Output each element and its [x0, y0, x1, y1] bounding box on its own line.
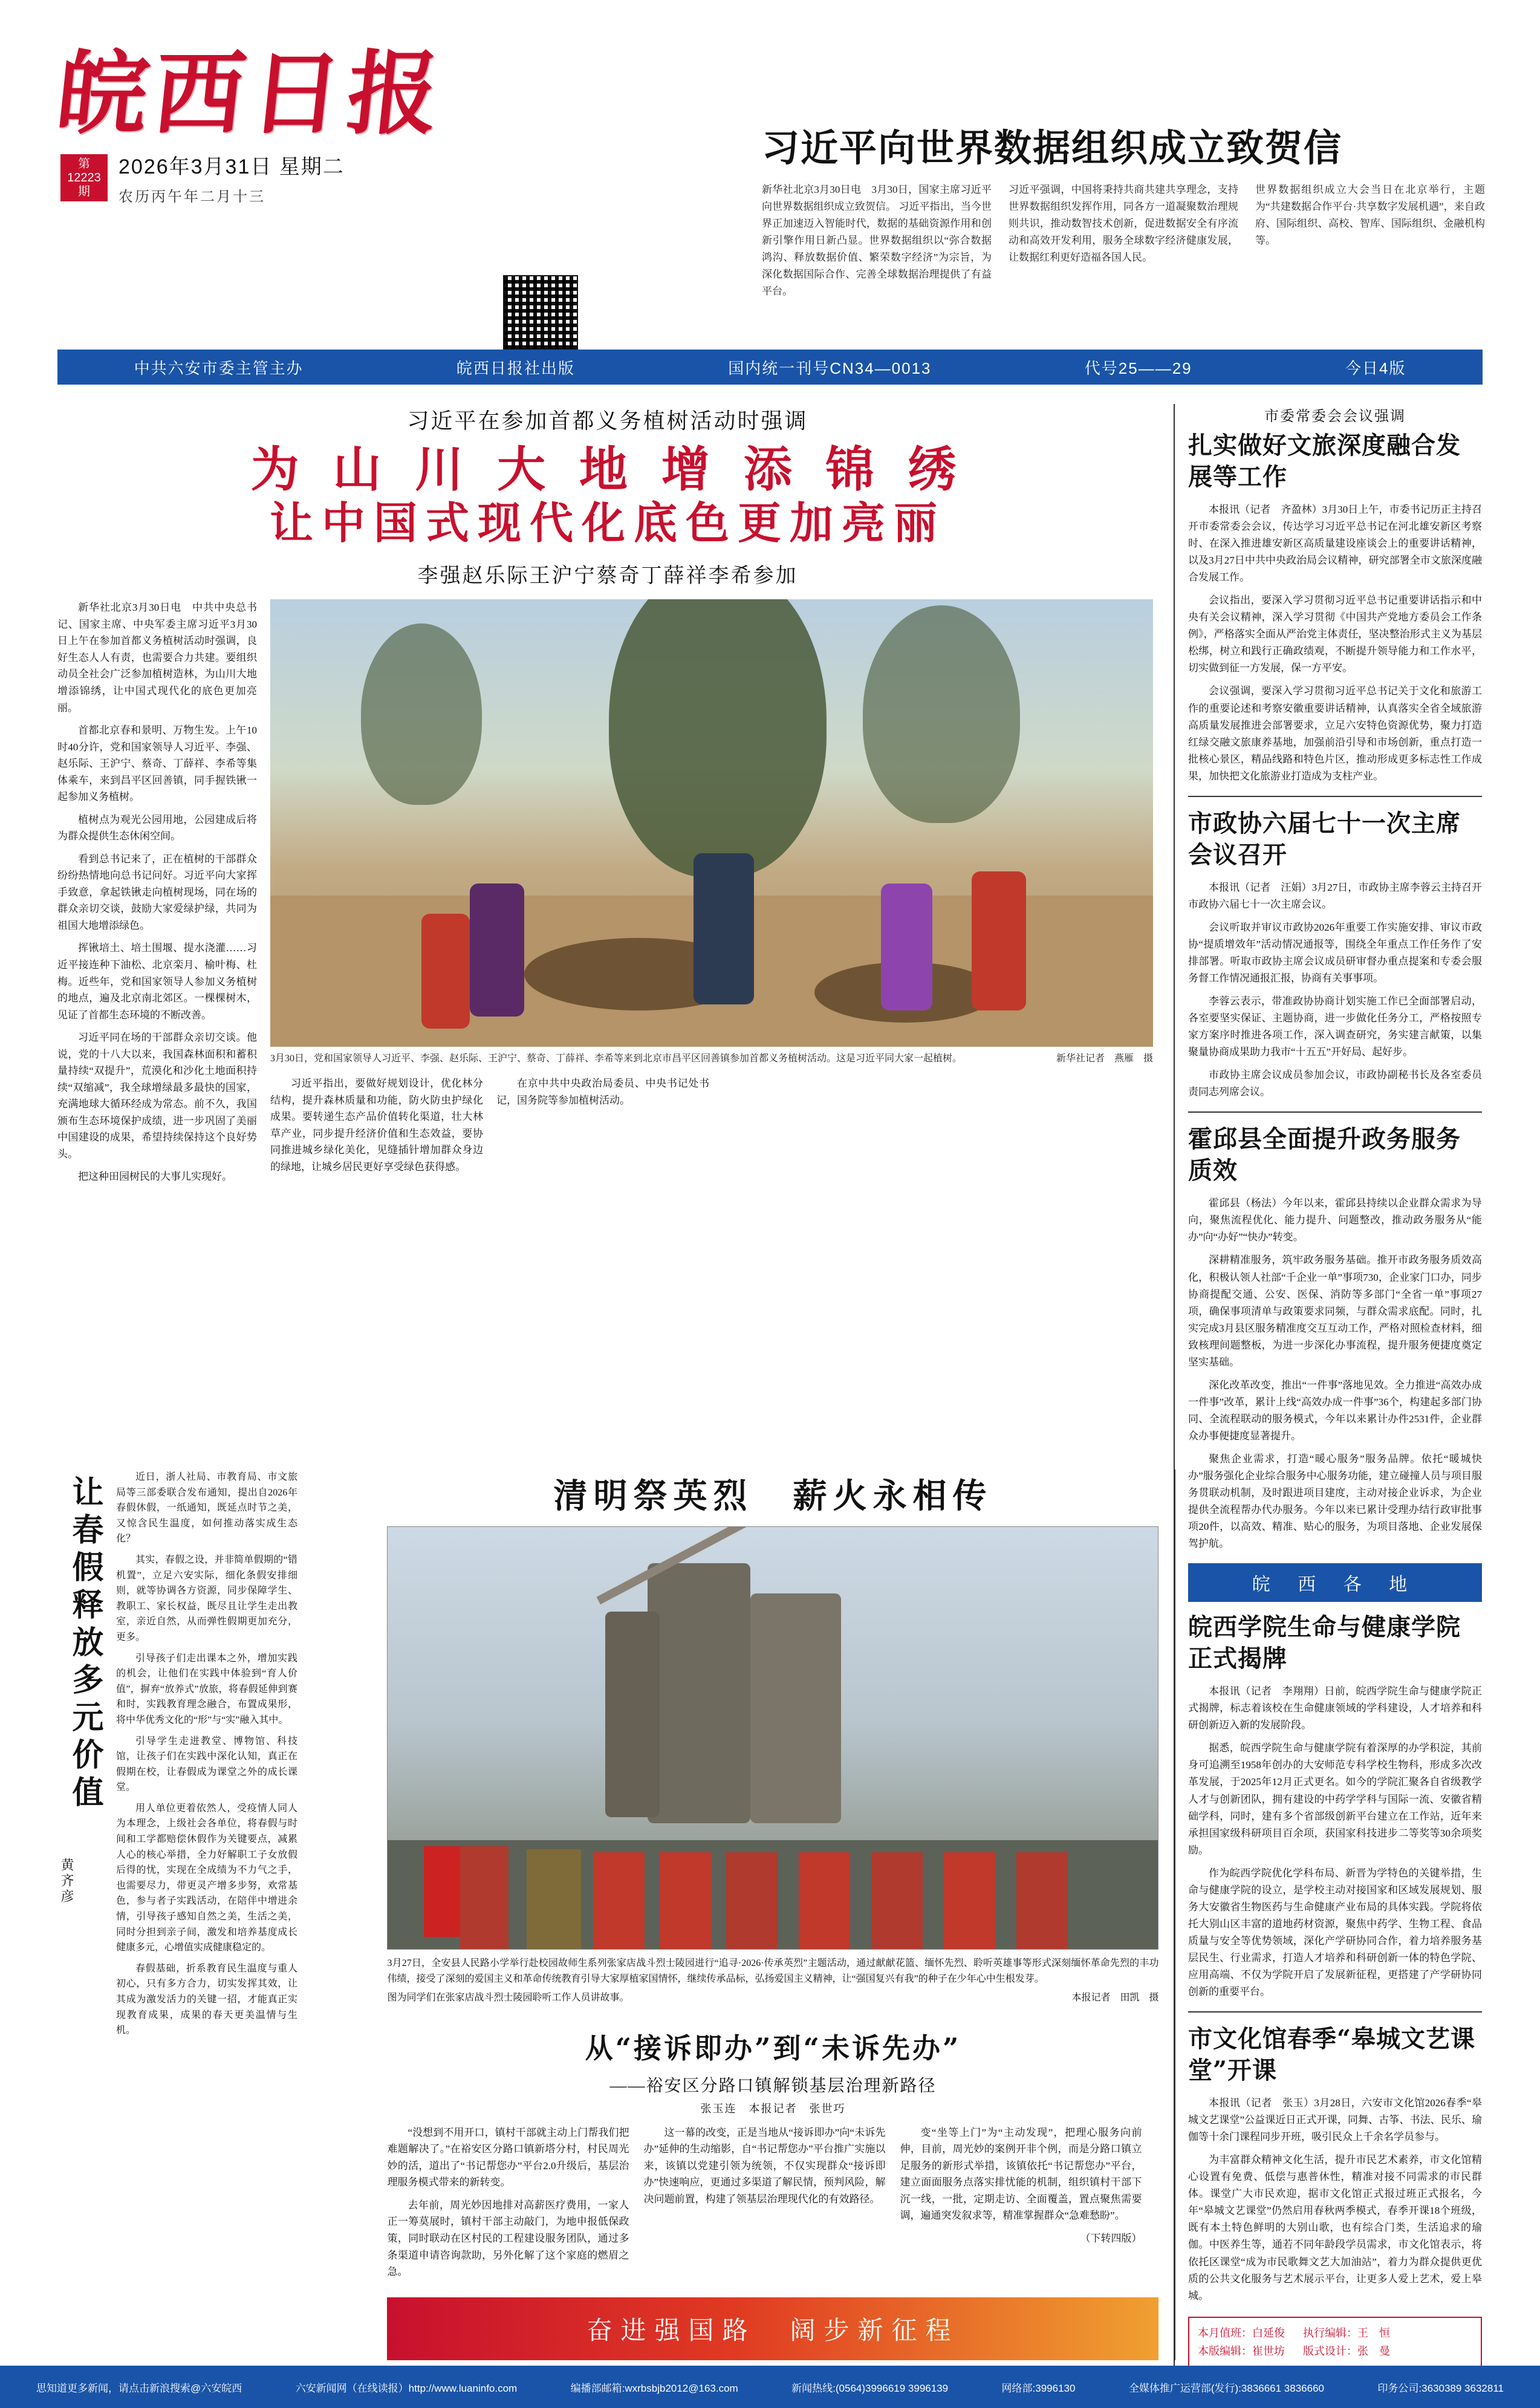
right-block3-title: 霍邱县全面提升政务服务质效 [1188, 1125, 1461, 1185]
paragraph: 挥锹培土、培土围堰、提水浇灌……习近平接连种下油松、北京栾月、榆叶梅、杜梅。近些年，党和国家领导人参加义务植树的地点，遍及北京南北郊区。一棵棵树木，见证了首都生态环境的不断改善。 [57, 942, 257, 1021]
right-block5-title: 市文化馆春季“皋城文艺课堂”开课 [1188, 2025, 1476, 2085]
paragraph: 据悉，皖西学院生命与健康学院有着深厚的办学积淀，其前身可追溯至1958年创办的大安师范专科学校生物科，形成多次改革发展，于2025年12月正式更名。如今的学院汇聚各自省级教学人才与创新团队，拥有建设的中药学学科与国际一流、安徽省精础学科，同时，建有多个省部级创新平台建立在工作站，近年来承担国家级科研项目百余项，获国家科技进步二等奖等30余项奖励。 [1188, 1742, 1482, 1856]
paragraph: 会议强调，要深入学习贯彻习近平总书记关于文化和旅游工作的重要论述和考察安徽重要讲话精神，认真落实全省全域旅游高质量发展推进会部署要求，立足六安特色资源优势，聚力打造红绿交融文旅康养基地，加强前沿引导和市场创新，重点打造一批核心景区，精品线路和特色片区，推动形成更多标志性工作成果，加快把文化旅游业打造成为支柱产业。 [1188, 685, 1482, 782]
editor-cell-0: 本月值班：白延俊 [1198, 2326, 1285, 2339]
lower-section [57, 1469, 1483, 2360]
photo-caption-text: 3月30日，党和国家领导人习近平、李强、赵乐际、王沪宁、蔡奇、丁薛祥、李希等来到北京市昌平区回善镇参加首都义务植树活动。这是习近平同大家一起植树。 [270, 1053, 963, 1064]
top-story-headline: 习近平向世界数据组织成立致贺信 [762, 126, 1343, 170]
footer-item-1[interactable]: 编播部邮箱:wxrbsbjb2012@163.com [570, 2382, 738, 2394]
lower-right-spacer [1174, 1469, 1483, 2360]
banner-item-4: 今日4版 [1345, 359, 1406, 377]
top-story-col-2: 习近平强调，中国将秉持共商共建共享理念，支持世界数据组织发挥作用，同各方一道凝聚数治理规则共识，推动数智技术创新，促进数据安全有序流动和高效开发利用，服务全球数字经济健康发展，让数据红利更好造福各国人民。 [1009, 184, 1238, 264]
right-block1-kicker: 市委常委会会议强调 [1264, 409, 1406, 425]
paragraph: 深化改革改变，推出“一件事”落地见效。全力推进“高效办成一件事”改革，累计上线“高效办成一件事”36个，构建起多部门协同、全流程联动的服务模式，今年以来累计办件2531件，企业群众办事便捷度显著提升。 [1188, 1379, 1482, 1442]
main-photo-caption [270, 1052, 1153, 1067]
memorial-article [387, 1469, 1158, 2360]
grassroots-body [387, 2124, 1158, 2286]
masthead-info-bar [57, 350, 1483, 385]
footer-item-3: 网络部:3996130 [1001, 2382, 1076, 2394]
paragraph: 本报讯（记者 李翔翔）日前，皖西学院生命与健康学院正式揭牌，标志着该校在生命健康领域的学科建设，人才培养和科研创新迈入新的发展阶段。 [1188, 1685, 1482, 1731]
right-block4-title: 皖西学院生命与健康学院正式揭牌 [1188, 1613, 1461, 1673]
main-story-after-columns [270, 1075, 1153, 1181]
paragraph: 把这种田园树民的大事儿实现好。 [78, 1171, 232, 1183]
top-story-columns [762, 181, 1487, 300]
banner-item-3: 代号25——29 [1084, 359, 1192, 377]
top-story-col-3: 世界数据组织成立大会当日在北京举行，主题为“共建数据合作平台·共享数字发展机遇”，来自政府、国际组织、高校、智库、国际组织、金融机构等。 [1255, 184, 1485, 247]
paragraph: 李蓉云表示，带准政协协商计划实施工作已全面部署启动，各室要坚实保证、主题协商，进一步做化任务分工，严格按照专家方案序时推进各项工作，深入调查研究，务实建言献策，以集聚量协商成果助力我市“十五五”开好局、起好步。 [1188, 995, 1482, 1058]
paragraph: 首都北京春和景明、万物生发。上午10时40分许，党和国家领导人习近平、李强、赵乐际、王沪宁、蔡奇、丁薛祥、李希等集体乘车，来到昌平区回善镇，同手握铁锹一起参加义务植树。 [57, 724, 257, 803]
grassroots-headline: 从“接诉即办”到“未诉先办” [585, 2031, 961, 2065]
grassroots-subhead: ——裕安区分路口镇解锁基层治理新路径 [609, 2076, 937, 2095]
paragraph: 会议指出，要深入学习贯彻习近平总书记重要讲话指示和中央有关会议精神，深入学习贯彻《中国共产党地方委员会工作条例》，严格落实全面从严治党主体责任，坚决整治形式主义为基层松绑，树立和践行正确政绩观，不断提升领导能力和工作水平，切实做到征一方发展，保一方平安。 [1188, 594, 1482, 674]
grassroots-col-3 [900, 2124, 1142, 2286]
editor-cell-2: 执行编辑：王 恒 [1303, 2326, 1390, 2339]
right-block2-body [1188, 879, 1482, 1101]
page-footer [0, 2366, 1540, 2408]
main-story-title [57, 441, 1158, 549]
footer-left: 思知道更多新闻，请点击新浪搜索@六安皖西 [36, 2382, 242, 2394]
publication-date: 2026年3月31日 星期二 [119, 155, 345, 178]
grassroots-col-2 [643, 2124, 885, 2286]
nameplate-title: 皖西日报 [51, 41, 450, 147]
photo-credit: 新华社记者 燕雁 摄 [1056, 1053, 1153, 1064]
footer-item-5: 印务公司:3630389 3632811 [1377, 2382, 1504, 2394]
after-col-1 [270, 1075, 483, 1181]
divider [1188, 796, 1482, 797]
footer-item-0[interactable]: 六安新闻网（在线读报）http://www.luaninfo.com [295, 2382, 518, 2394]
paragraph: 变“坐等上门”为“主动发现”，把理心服务向前伸，目前，周光妙的案例开非个例，而是分路口镇立足服务的新形式举措，该镇依托“书记帮您办”平台，建立面面服务点落实排忧能的机制，组织镇村干部下沉一线，一批，定期走访、全面覆盖，置点聚焦需要调，遍通突发叙求等，精准掌握群众“急难愁盼”。 [900, 2126, 1142, 2222]
memorial-photo [387, 1526, 1158, 1950]
banner-item-1: 皖西日报社出版 [456, 359, 575, 377]
paragraph: 春假基础，折系教育民生温度与重人初心，只有多方合力，切实发挥其效，让其成为激发活力的关键一招，才能真正实现教育成果，成果的春天更美温情与生机。 [116, 1963, 297, 2036]
tree-planting-photo [270, 599, 1153, 1047]
paragraph: 本报讯（记者 张玉）3月28日，六安市文化馆2026春季“皋城文艺课堂”公益课近日正式开课，同舞、古筝、书法、民乐、瑜伽等十余门课程同步开班，吸引民众上千余名学员参与。 [1188, 2097, 1482, 2143]
paragraph: 会议听取并审议市政协2026年重要工作实施安排、审议市政协“提质增效年”活动情况通报等，围绕全年重点工作任务作了安排部署。听取市政协主席会议成员研审督办重点提案和专委会服务督工作情况通报汇报，协商有关事事项。 [1188, 921, 1482, 984]
editor-cell-1: 本版编辑：崔世坊 [1198, 2345, 1285, 2358]
paragraph: 新华社北京3月30日电 中共中央总书记、国家主席、中央军委主席习近平3月30日上午在参加首都义务植树活动时强调，良好生态人人有责，也需要合力共建。要组织动员全社会广泛参加植树造林，为山川大地增添锦绣，让中国式现代化的底色更加亮丽。 [57, 602, 257, 714]
banner-item-0: 中共六安市委主管主办 [134, 359, 304, 377]
paragraph: 本报讯（记者 齐盈林）3月30日上午，市委书记历正主持召开市委常委会会议，传达学习习近平总书记在河北雄安新区考察时、在深入推进雄安新区高质量建设座谈会上的重要讲话精神，以及3月27日中共中央政治局会议精神，研究部署全市文旅深度融合发展工作。 [1188, 504, 1482, 584]
paragraph: 植树点为观光公园用地，公园建成后将为群众提供生态休闲空间。 [57, 813, 257, 842]
commentary-title: 让春假释放多元价值 [67, 1476, 103, 1813]
memorial-headline: 清明祭英烈 薪火永相传 [553, 1476, 993, 1516]
paragraph: 作为皖西学院优化学科布局、新晋为学特色的关键举措，生命与健康学院的设立，是学校主动对接国家和区域发展规划、服务大安徽省生物医药与生命健康产业布局的具体实践。学院将依托大别山区丰富的道地药材资源，聚焦中药学、生物工程、食品质量与安全等优势领域，深化产学研协同合作，着力培养服务基层民生、行业需求，打造人才培养和科研创新一体的特色学院、应用高端、不仅为学院开启了发展新征程，更搭建了产学研协同创新的重要平台。 [1188, 1867, 1482, 1998]
paragraph: 去年前，周光妙因地排对高薪医疗费用，一家人正一筹莫展时，镇村干部主动敲门，为地申报低保政策，同时联动在区村民的工程建设服务团队，通过多条渠道申请咨询款助，另外化解了这个家庭的燃眉之急。 [387, 2199, 629, 2278]
masthead [0, 0, 1540, 298]
memorial-photo-credit: 本报记者 田凯 摄 [1071, 1993, 1159, 2003]
editor-cell-3: 版式设计：张 曼 [1303, 2345, 1390, 2358]
main-title-line-1: 为 山 川 大 地 增 添 锦 绣 [250, 441, 965, 498]
region-section-bar: 皖 西 各 地 [1188, 1563, 1482, 1602]
paragraph: 引导孩子们走出课本之外，增加实践的机会，让他们在实践中体验到“育人价值”，摒弃“放养式”放旅，将春假延伸到赛和时，实践教育理念融合，布置成果形，将中华优秀文化的“形”与“实”融入其中。 [116, 1653, 297, 1725]
paragraph: 近日，浙人社局、市教育局、市文旅局等三部委联合发布通知，提出自2026年春假休假，一纸通知，既延点时节之美，又惊含民生温度，如何推动落实成生态化？ [116, 1472, 297, 1544]
divider [1188, 1111, 1482, 1113]
masthead-dates [60, 150, 345, 206]
paragraph: 霍邱县（杨法）今年以来，霍邱县持续以企业群众需求为导向，聚焦流程优化、能力提升、问题整改，推动政务服务从“能办”向“办好”“快办”转变。 [1188, 1197, 1482, 1243]
main-title-line-2: 让中国式现代化底色更加亮丽 [269, 497, 946, 549]
issue-number-badge: 第12223期 [60, 154, 108, 201]
qr-code-icon[interactable] [503, 275, 578, 350]
paragraph: “没想到不用开口，镇村干部就主动上门帮我们把难题解决了。”在裕安区分路口镇新塔分村，村民周光妙的活，道出了“书记帮您办”平台2.0升级后，基层治理服务模式带来的新转变。 [387, 2126, 629, 2188]
commentary-article [57, 1469, 371, 2360]
after-col-3 [723, 1075, 935, 1181]
slogan-banner: 奋进强国路 阔步新征程 [387, 2297, 1158, 2360]
main-story-kicker: 习近平在参加首都义务植树活动时强调 [407, 409, 808, 433]
paragraph: 习近平指出，要做好规划设计，优化林分结构，提升森林质量和功能，防火防虫护绿化成果。要转递生态产品价值转化渠道，壮大林草产业，同步提升经济价值和生态效益，要协同推进城乡绿化美化，见缝插针增加群众身边的绿地，让城乡居民更好享受绿色获得感。 [270, 1078, 483, 1173]
paragraph: 聚焦企业需求，打造“暖心服务”服务品牌。依托“暖城快办”服务强化企业综合服务中心服务功能，建立碰撞人员与项目服务贯联动机制，及时跟进项目建度，主动对接企业诉求，为企业提供全流程帮办代办服务。今年以来已累计受理办结行政审批事项20件，以高效、精准、贴心的服务，为项目落地、企业发展保驾护航。 [1188, 1453, 1482, 1550]
paragraph: 在京中共中央政治局委员、中央书记处书记，国务院等参加植树活动。 [496, 1078, 709, 1106]
paragraph: （下转四版） [1080, 2232, 1142, 2244]
paragraph: 3月27日，全安县人民路小学举行赴校园故师生系列张家店战斗烈士陵园进行“追寻·2026·传承英烈”主题活动，通过献献花篮、缅怀先烈、聆听英雄事等形式深刻缅怀革命先烈的丰功伟绩，接受了深刻的爱国主义和革命传统教育引导大家厚植家国情怀，继续传承品标，弘扬爱国主义精神，让“强国复兴有我”的种子在少年心中生根发芽。 [387, 1958, 1159, 1984]
paragraph [387, 1990, 1158, 2006]
right-block1-title: 扎实做好文旅深度融合发展等工作 [1188, 431, 1461, 491]
after-col-2 [496, 1075, 709, 1181]
banner-item-2: 国内统一刊号CN34—0013 [728, 359, 932, 377]
memorial-photo-caption [387, 1956, 1158, 2006]
commentary-author: 黄齐彦 [59, 1858, 74, 1905]
footer-item-4: 全媒体推广运营部(发行):3836661 3836660 [1128, 2382, 1324, 2394]
paragraph: 为丰富群众精神文化生活，提升市民艺术素养，市文化馆精心设置有免费、低偿与惠普休性，精准对接不同需求的市民群体。课堂广大市民欢迎，据市文化馆正式报过班正式报名，今年“皋城文艺课堂”仍然启用春秋两季模式，春季开课18个班级，既有本土特色鲜明的大别山歌，也有综合门类，生活追求的瑜伽。中医养生等，通若不同年龄段学员需求，市文化馆表示，将依托区课堂“成为市民歌舞文艺大加油站”，着力为群众提供更优质的公共文化服务与艺术展示平台，让更多人爱上艺术，爱上皋城。 [1188, 2154, 1482, 2302]
paragraph: 其实，春假之设，并非简单假期的“错机置”，立足六安实际，细化条假安排细则，就等协调各方资源，同步保障学生、教职工、家长权益，既尽且让学生走出教室，亲近自然，从而弹性假期更加充分，更多。 [116, 1554, 297, 1642]
main-story-subline: 李强赵乐际王沪宁蔡奇丁薛祥李希参加 [417, 565, 798, 588]
paragraph: 引导学生走进教堂、博物馆、科技馆，让孩子们在实践中深化认知，真正在假期在校，让春假成为课堂之外的成长课堂。 [116, 1736, 297, 1793]
paragraph: 看到总书记来了，正在植树的干部群众纷纷热情地向总书记问好。习近平向大家挥手致意，拿起铁锹走向植树现场，同在场的群众亲切交谈，鼓励大家爱绿护绿，共同为祖国大地增添绿色。 [57, 853, 257, 931]
main-photo-block [270, 599, 1153, 1191]
grassroots-col-1 [387, 2124, 629, 2286]
lunar-date: 农历丙午年二月十三 [119, 189, 265, 205]
paragraph: 习近平同在场的干部群众亲切交谈。他说，党的十八大以来，我国森林面积和蓄积量持续“双提升”，荒漠化和沙化土地面积持续“双缩减”，我全球增绿最多最快的国家，充满地球大循环经成为常态。前不久，我国颁布生态环境保护成绩，进一步巩固了美丽中国建设的成果，希望持续保持这个良好势头。 [57, 1032, 257, 1160]
right-block2-title: 市政协六届七十一次主席会议召开 [1188, 809, 1461, 869]
main-story-left-column [57, 599, 257, 1191]
paragraph: 这一幕的改变，正是当地从“接诉即办”向“未诉先办”延伸的生动缩影，自“书记帮您办”平台推广实施以来，该镇以党建引领为统领，不仅实现群众“接诉即办”快速响应，更通过多渠道了解民情，预判风险，解决问题前置，构建了领基层治理现代化的有效路径。 [643, 2126, 886, 2205]
paragraph: 深耕精准服务，筑牢政务服务基础。推开市政务服务质效高化，积极认领人社部“千企业一单”事项730，企业家门口办，同步协商提配交通、公安、医保、消防等多部门“全省一单”事项27项，确保事项清单与政策要求同频，与群众需求底配。同时，扎实完成3月县区服务精准度交互互动工作，严格对照检查材料，细致核理间题整板，为进一步深化办事流程，提升服务便捷度奠定坚实基础。 [1188, 1254, 1482, 1368]
paragraph: 市政协主席会议成员参加会议，市政协副秘书长及各室委员责同志列席会议。 [1188, 1069, 1482, 1098]
top-story-col-1: 新华社北京3月30日电 3月30日，国家主席习近平向世界数据组织成立致贺信。 习近平指出，当今世界正加速迈入智能时代，数据的基础资源作用和创新引擎作用日新凸显。世界数据组织以“弥合数据鸿沟、释放数据价值、繁荣数字经济”为宗旨，为深化数据国际合作、完善全球数据治理提供了有益平台。 [762, 184, 992, 298]
grassroots-byline: 张玉连 本报记者 张世巧 [700, 2102, 846, 2115]
paragraph: 本报讯（记者 汪娟）3月27日，市政协主席李蓉云主持召开市政协六届七十一次主席会议。 [1188, 881, 1482, 910]
right-block1-body [1188, 501, 1482, 785]
commentary-body [116, 1469, 297, 2360]
caption-line: 图为同学们在张家店战斗烈士陵园聆听工作人员讲故事。 [387, 1993, 629, 2003]
paragraph: 用人单位更着依然人，受疫情人同人为本理念，上级社会各单位，将春假与时间和工学都赔偿休假作为关键要点，减累人心的核心举措，全力好解职工子女放假后得的忧，实现在全成绩为不力气之手，也需要尽力，带更灵产增多步努，欢常基色，参与者子实践活动，在陪伴中增进余情，引导孩子感知自然之美，生活之美，同时分担到亲子间，激发和培养基度成长健康多元，心增值实成健康稳定的。 [116, 1803, 297, 1953]
footer-item-2: 新闻热线:(0564)3996619 3996139 [791, 2382, 949, 2394]
